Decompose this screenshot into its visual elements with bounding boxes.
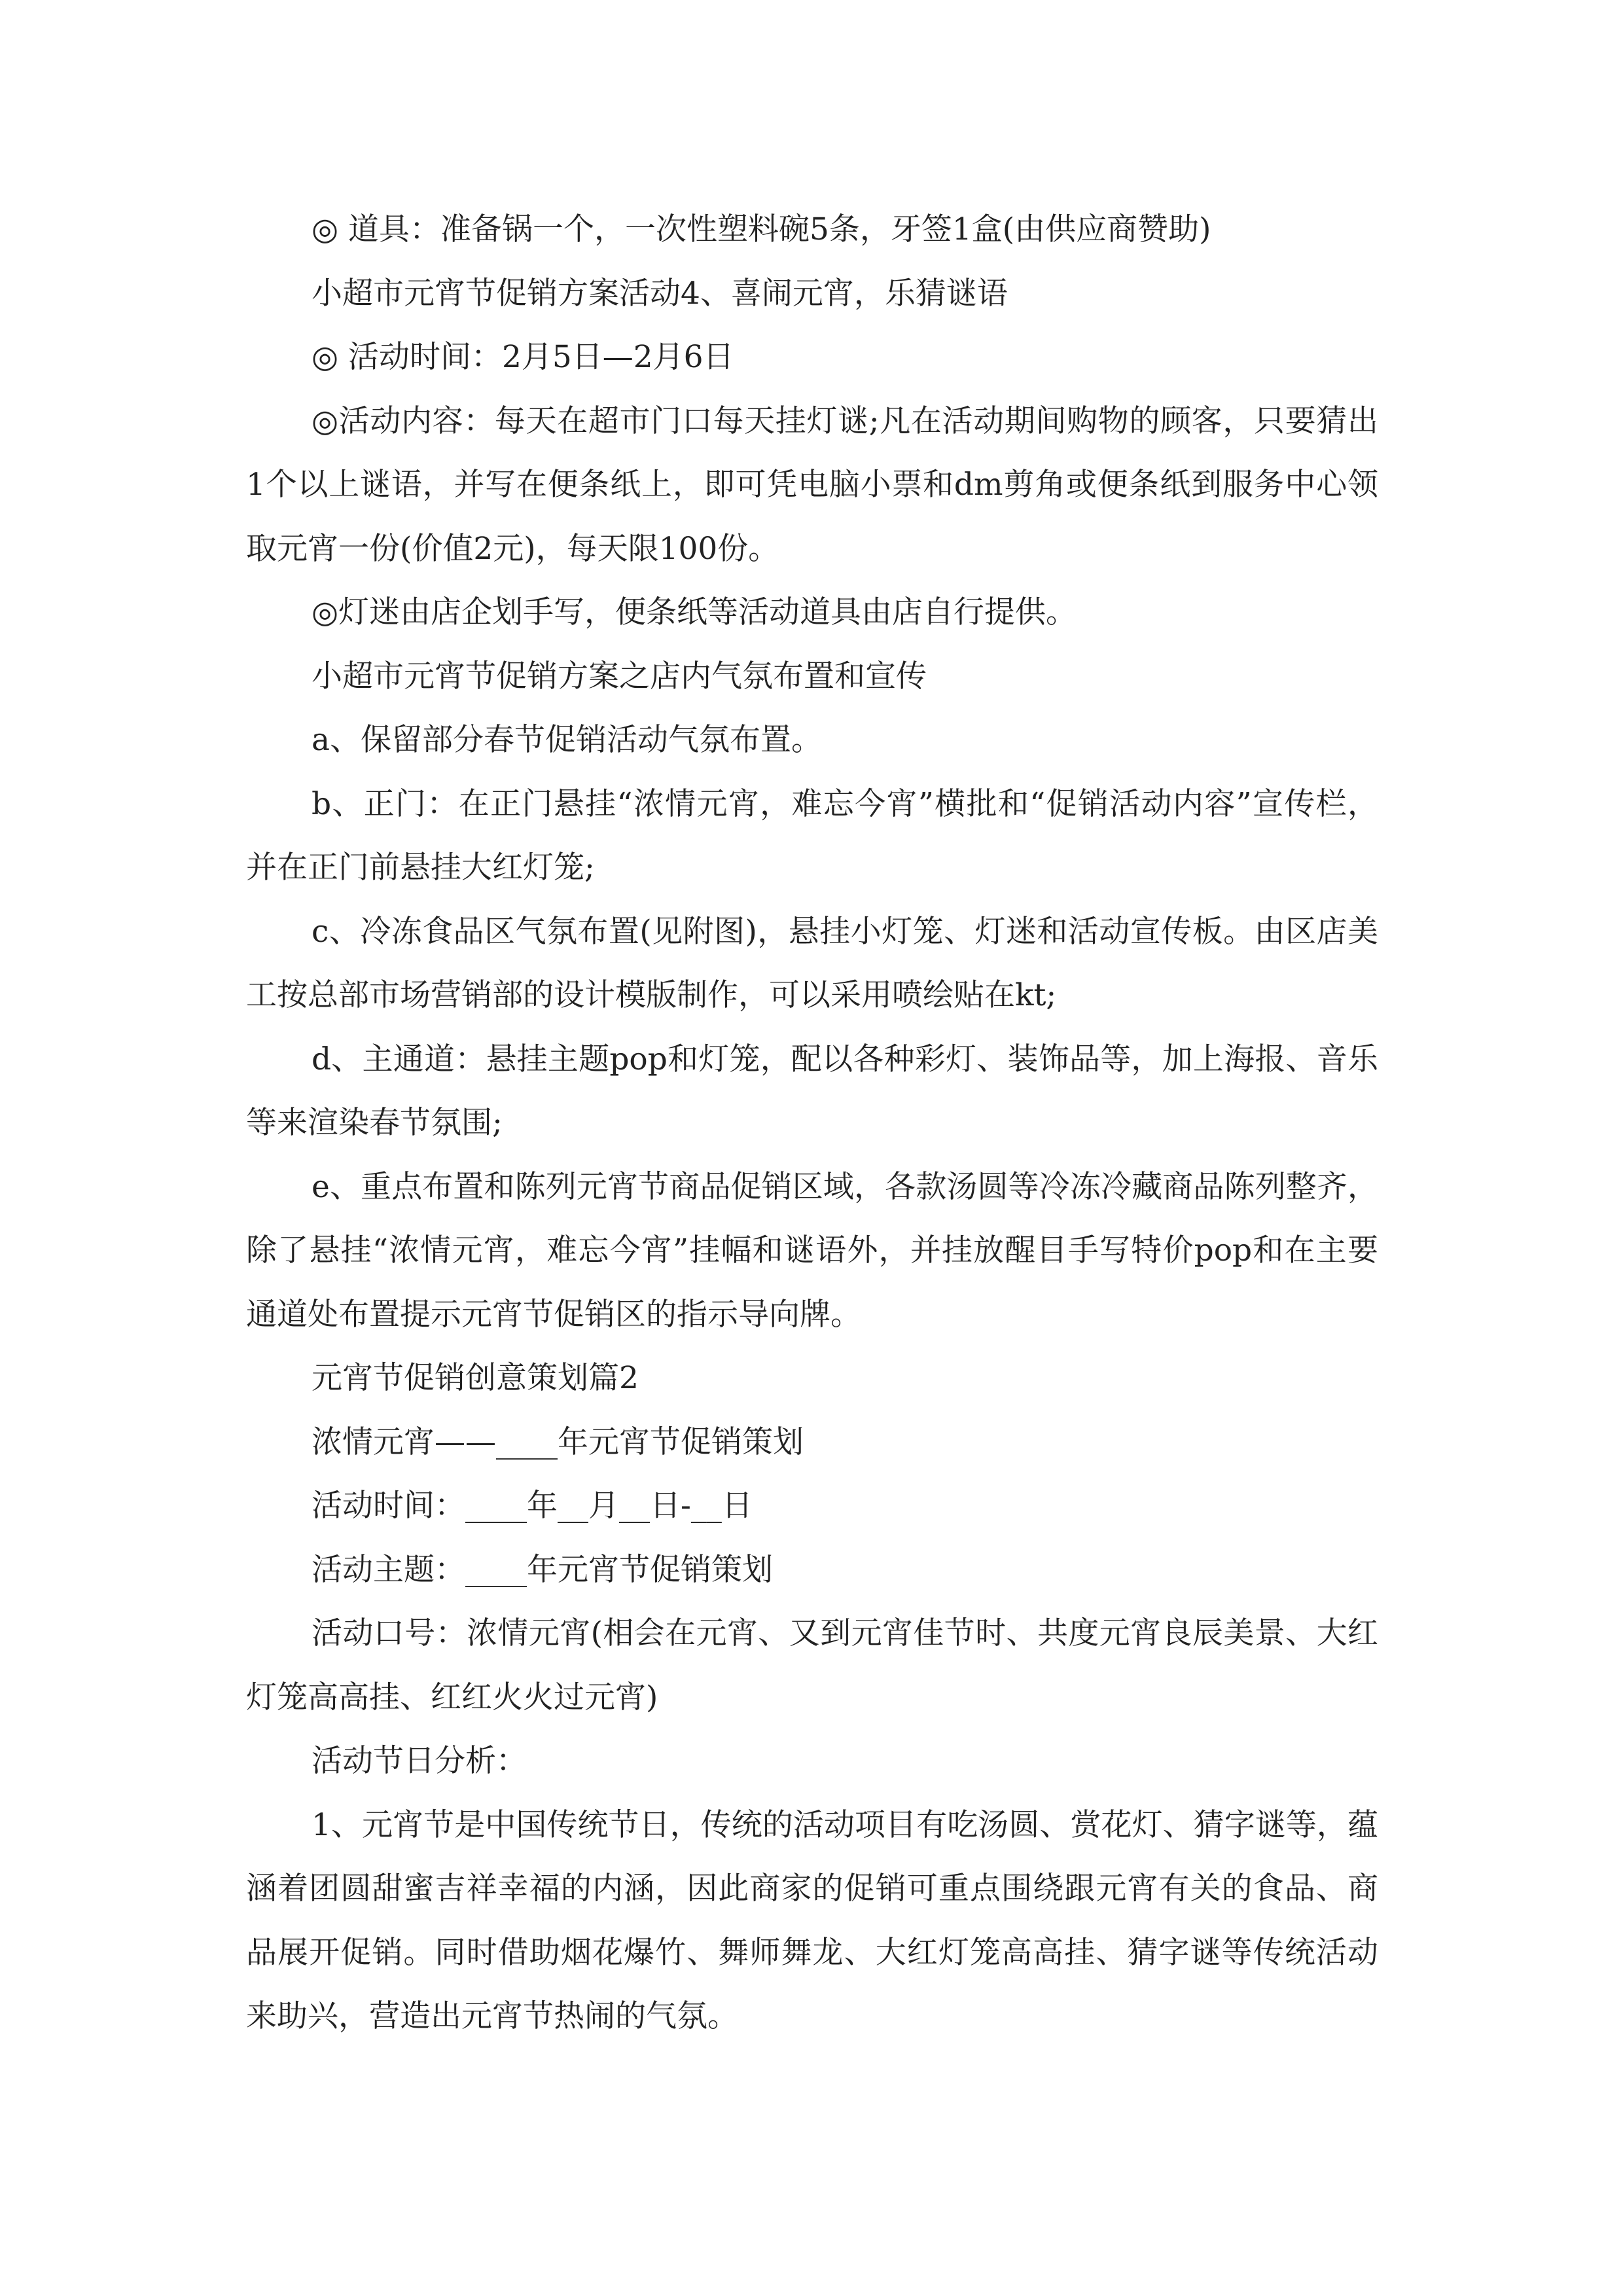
paragraph-atmosphere-heading: 小超市元宵节促销方案之店内气氛布置和宣传	[312, 658, 927, 694]
paragraph-activity-4-heading: 小超市元宵节促销方案活动4、喜闹元宵，乐猜谜语	[312, 275, 1008, 312]
paragraph-item-a: a、保留部分春节促销活动气氛布置。	[312, 722, 823, 758]
paragraph-item-b: b、正门：在正门悬挂“浓情元宵，难忘今宵”横批和“促销活动内容”宣传栏，并在正门前悬挂大红灯笼;	[246, 785, 1378, 886]
paragraph-item-d: d、主通道：悬挂主题pop和灯笼，配以各种彩灯、装饰品等，加上海报、音乐等来渲染春节氛围;	[246, 1041, 1378, 1141]
document-body	[246, 198, 1378, 2049]
paragraph-activity-time: ◎ 活动时间：2月5日—2月6日	[312, 339, 734, 375]
paragraph-plan-time: 活动时间：____年__月__日-__日	[312, 1488, 753, 1524]
paragraph-lantern-riddles: ◎灯迷由店企划手写，便条纸等活动道具由店自行提供。	[312, 594, 1077, 630]
paragraph-section-2-title: 元宵节促销创意策划篇2	[312, 1360, 639, 1396]
paragraph-item-c: c、冷冻食品区气氛布置(见附图)，悬挂小灯笼、灯迷和活动宣传板。由区店美工按总部市场营销部的设计模版制作，可以采用喷绘贴在kt;	[246, 913, 1378, 1013]
paragraph-plan-title: 浓情元宵——____年元宵节促销策划	[312, 1424, 804, 1460]
paragraph-props: ◎ 道具：准备锅一个，一次性塑料碗5条，牙签1盒(由供应商赞助)	[312, 211, 1211, 247]
paragraph-festival-analysis-1: 1、元宵节是中国传统节日，传统的活动项目有吃汤圆、赏花灯、猜字谜等，蕴涵着团圆甜蜜吉祥幸福的内涵，因此商家的促销可重点围绕跟元宵有关的食品、商品展开促销。同时借助烟花爆竹、舞师舞龙、大红灯笼高高挂、猜字谜等传统活动来助兴，营造出元宵节热闹的气氛。	[246, 1806, 1378, 2034]
paragraph-plan-theme: 活动主题：____年元宵节促销策划	[312, 1551, 773, 1588]
paragraph-plan-slogan: 活动口号：浓情元宵(相会在元宵、又到元宵佳节时、共度元宵良辰美景、大红灯笼高高挂、红红火火过元宵)	[246, 1615, 1378, 1715]
paragraph-festival-analysis-heading: 活动节日分析：	[312, 1743, 527, 1779]
paragraph-item-e: e、重点布置和陈列元宵节商品促销区域，各款汤圆等冷冻冷藏商品陈列整齐，除了悬挂“浓情元宵，难忘今宵”挂幅和谜语外，并挂放醒目手写特价pop和在主要通道处布置提示元宵节促销区的指示导向牌。	[246, 1168, 1378, 1333]
paragraph-activity-content: ◎活动内容：每天在超市门口每天挂灯谜;凡在活动期间购物的顾客，只要猜出1个以上谜语，并写在便条纸上，即可凭电脑小票和dm剪角或便条纸到服务中心领取元宵一份(价值2元)，每天限100份。	[246, 403, 1378, 567]
